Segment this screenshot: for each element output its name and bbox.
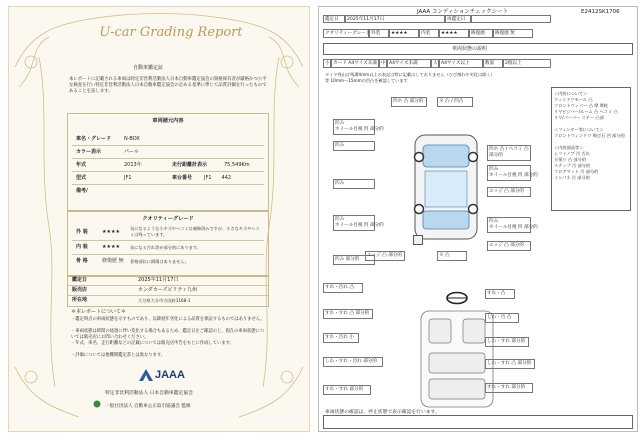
note-item: ・年式、車名、走行距離などの記載については販売店申告をもとに作成しています。 bbox=[71, 341, 234, 346]
quality-stars: 修復歴 無 bbox=[102, 258, 124, 264]
address-label: 所在地 bbox=[72, 297, 88, 303]
size-key: 中 bbox=[381, 61, 386, 66]
damage-callout: エッジ 凸 部分的 bbox=[487, 241, 531, 251]
spec-row bbox=[72, 186, 264, 197]
dealer-row bbox=[68, 286, 268, 296]
spec-label: 型式 bbox=[76, 175, 87, 181]
size-key: 小 bbox=[325, 61, 330, 66]
note-item: ・鑑定時点の車両状態を示すものであり、以降経年劣化による品質を保証するものではありません。 bbox=[71, 317, 265, 322]
damage-callout: エッジ 凸 部分的 bbox=[365, 251, 405, 261]
inspect-date-value: 2025年11月17日 bbox=[345, 15, 445, 23]
date-row bbox=[68, 276, 268, 286]
ext-label: 外装 bbox=[369, 29, 389, 38]
interior-callout: すれ・汚れ 凸 bbox=[323, 283, 363, 293]
spec-row bbox=[72, 173, 264, 185]
grade-label: クオリティーグレード bbox=[325, 31, 371, 36]
quality-stars: ★★★★ bbox=[102, 244, 120, 250]
spec-label: 備考/ bbox=[76, 188, 88, 194]
footer-box bbox=[323, 415, 633, 429]
condition-check-sheet bbox=[318, 6, 638, 432]
interior-note: シフトノブ 汚 汚れ bbox=[554, 151, 590, 156]
interior-callout: しわ・すれ 凸 部分的 bbox=[485, 359, 535, 369]
interior-note: ステップ 汚 部分的 bbox=[554, 163, 591, 168]
quality-note: 気になるような小キズやヘコミは補修済みですが、小さなキズやヘコミは残っています。 bbox=[130, 226, 260, 237]
detail-title: 車両状態の説明 bbox=[452, 46, 488, 52]
size-desc: A4サイズ未満 bbox=[387, 59, 431, 68]
address-row bbox=[68, 296, 268, 305]
spec-label: 車名・グレード bbox=[76, 136, 112, 142]
quality-row bbox=[72, 256, 264, 268]
spec-value: 2013年 bbox=[124, 162, 142, 168]
repair-label: 修復歴 bbox=[469, 29, 493, 38]
note-item: ・評価については他機関鑑定書とは異なります。 bbox=[71, 353, 166, 358]
damage-callout: ヌ 凸 / 凹凸 bbox=[437, 97, 473, 107]
int-value: ★★★★ bbox=[439, 29, 469, 38]
spec-value: JF1 bbox=[124, 175, 132, 181]
damage-callout: ヌ 凸 bbox=[437, 251, 467, 261]
dealer-value: ホンダカーズビリティ九州 bbox=[138, 287, 198, 293]
interior-note: フロアマット 汚 部分的 bbox=[554, 169, 599, 174]
vehicle-spec-box bbox=[67, 113, 269, 211]
quality-label: 内 装 bbox=[76, 244, 88, 250]
jaaa-logo-text: JAAA bbox=[155, 369, 185, 381]
interior-note: ウィンドウモール 凸 bbox=[554, 97, 593, 102]
quality-row bbox=[72, 226, 264, 241]
spec-label: 車台番号 bbox=[172, 175, 193, 181]
interior-callout: しわ・汚 凸 bbox=[485, 313, 519, 323]
dealer-label: 販売店 bbox=[72, 287, 88, 293]
damage-callout: 凹ホ 凸 / ヘコミ 凸 部分的 bbox=[487, 145, 531, 161]
car-top-view-icon bbox=[409, 131, 483, 243]
quality-title: クオリティーグレード bbox=[142, 216, 194, 222]
dealer-box bbox=[67, 275, 269, 307]
damage-callout: 凹み bbox=[333, 179, 375, 189]
spec-row bbox=[72, 134, 264, 146]
spec-label: 走行距離計表示 bbox=[172, 162, 208, 168]
damage-callout: 凹み bbox=[333, 141, 375, 151]
quality-label: 外 装 bbox=[76, 229, 88, 235]
interior-callout: しわ・すれ 部分的 bbox=[485, 337, 529, 347]
sheet-code: E2412SK1706 bbox=[581, 9, 620, 15]
spec-value: N-BOX bbox=[124, 136, 140, 142]
quality-note: 骨格部位に損傷はありません。 bbox=[130, 259, 189, 264]
spec-label: 年式 bbox=[76, 162, 87, 168]
rear-marker-icon bbox=[413, 235, 423, 245]
interior-note: ＜フィンダー等について＞ bbox=[554, 127, 604, 132]
date-label: 鑑定日 bbox=[72, 277, 88, 283]
interior-callout: すれ・汚れ 小 bbox=[323, 333, 359, 343]
damage-callout: エッジ 凸 部分的 bbox=[487, 187, 531, 197]
spec-row bbox=[72, 160, 264, 172]
interior-note: ＜内装について＞ bbox=[554, 91, 588, 96]
interior-callout: しわ・すれ・汚れ 部分的 bbox=[323, 357, 383, 367]
interior-note: リヤ/パーバー ステー 凸部 bbox=[554, 115, 604, 120]
size-key: 数量 bbox=[483, 59, 503, 68]
spec-section-title: 車両諸元内容 bbox=[152, 118, 184, 124]
interior-note: ＜内装部品等＞ bbox=[554, 145, 584, 150]
quality-label: 骨 格 bbox=[76, 258, 88, 264]
interior-callout: すれ・すれ 部分的 bbox=[323, 385, 371, 395]
damage-callout: 凹ホ 凸 部分的 bbox=[391, 97, 427, 107]
council-logo-icon bbox=[93, 400, 101, 408]
damage-callout: 凹み ホイール目視 凹 部分的 bbox=[333, 119, 375, 135]
size-desc: A4サイズ以上 bbox=[439, 59, 483, 68]
certificate-kind: 自動車鑑定証 bbox=[133, 65, 164, 71]
footer-note: 車両状態の確認は、停止状態で表示確認を行います。 bbox=[325, 410, 440, 415]
grading-certificate bbox=[8, 6, 310, 432]
quality-stars: ★★★★ bbox=[102, 229, 120, 235]
date-value: 2025年11月17日 bbox=[138, 277, 179, 283]
ext-value: ★★★★ bbox=[389, 29, 419, 38]
interior-note: 天張り 凸 部分的 bbox=[554, 157, 586, 162]
org-line-1: 特定非営利活動法人 日本自動車鑑定協会 bbox=[105, 391, 193, 396]
sheet-title: JAAA コンディションチェックシート bbox=[417, 9, 509, 15]
reinspect-value bbox=[471, 15, 551, 23]
interior-note: インパネ 汚 部分的 bbox=[554, 175, 590, 180]
int-label: 内装 bbox=[419, 29, 439, 38]
spec-value: 75,549Km bbox=[224, 162, 250, 168]
tire-note: タイヤ残山は残溝4mm以上の表記は特に記載はしておりません（ひび割れや劣化は除く） bbox=[325, 72, 495, 77]
org-line-2: 一般社団法人 自動車公正取引協議会 監修 bbox=[105, 404, 191, 409]
quality-row bbox=[72, 242, 264, 255]
reinspect-label: 再鑑定日 bbox=[445, 15, 471, 23]
inspect-date-label: 鑑定日 bbox=[323, 15, 345, 23]
repair-value: 修復歴 無 bbox=[493, 29, 533, 38]
damage-callout: 凹み ホイール目視 凹 部分的 bbox=[487, 165, 531, 181]
size-desc: 2個以上 bbox=[503, 59, 551, 68]
jaaa-logo-icon bbox=[139, 369, 153, 381]
tire-note-2: 等 10mm〜15mmの凹凸を確認しています bbox=[325, 78, 408, 83]
damage-callout: 凹み 部分的 bbox=[333, 255, 375, 265]
interior-note: リヤビジバー/ルーム 凸 ヘコミ 凸 bbox=[554, 109, 618, 114]
size-desc: カード A4サイズ未満 bbox=[331, 59, 379, 68]
certificate-intro: 本レポートに記載される車両は特定非営利活動法人日本自動車鑑定協会の資格保有者が厳格かつ公平な検査を行い特定非営利活動法人日本自動車鑑定協会の定める基準に準じて品質評価を行ったものであることを証します。 bbox=[69, 77, 267, 94]
address-value: 大分県大分市古国府1168-1 bbox=[138, 298, 191, 303]
interior-note: フロントウィンドウ 飛び石 凹 部分的 bbox=[554, 133, 625, 138]
interior-notes-panel bbox=[551, 87, 631, 211]
spec-row bbox=[72, 147, 264, 159]
quality-note: 気になる汚れ等が部分的にあります。 bbox=[130, 245, 201, 250]
spec-value: JF1 442 bbox=[204, 175, 232, 181]
certificate-title: U-car Grading Report bbox=[99, 25, 243, 40]
size-key: 大 bbox=[433, 61, 438, 66]
interior-callout: すれ・すれ 凸 部分的 bbox=[323, 309, 373, 319]
note-item: ・車両状態は時間の経過に伴い変化する場合もあるため、鑑定日をご確認の上、現在の車両状態については販売店にお問い合わせください。 bbox=[71, 329, 265, 340]
interior-callout: すれ・凸 bbox=[485, 289, 515, 299]
damage-callout: 凹み ホイール目視 凹 部分的 bbox=[487, 217, 531, 233]
quality-grade-box bbox=[67, 211, 269, 277]
spec-value: パール bbox=[124, 149, 139, 155]
steering-wheel-icon bbox=[445, 291, 469, 305]
damage-callout: 凹み ホイール目視 凹 部分的 bbox=[333, 215, 375, 231]
spec-label: カラー表示 bbox=[76, 149, 102, 155]
detail-title-box bbox=[323, 43, 633, 55]
interior-note: フロントウィパー 凸 摩 摩耗 bbox=[554, 103, 608, 108]
notes-title: ＊本レポートについて＊ bbox=[71, 309, 126, 315]
interior-callout: すれ・すれ 部分的 bbox=[485, 383, 533, 393]
interior-seats-icon bbox=[419, 309, 495, 409]
